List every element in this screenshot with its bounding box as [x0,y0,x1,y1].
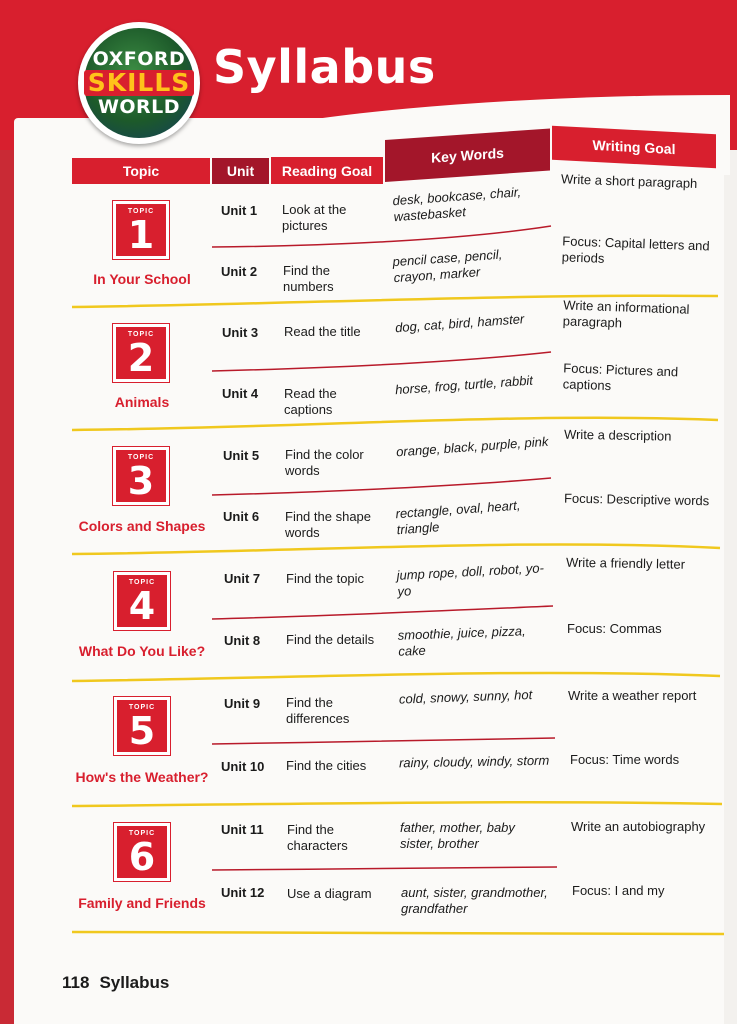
unit-2-label: Unit 2 [221,264,258,279]
unit-5-writing-goal: Write a description [563,426,672,444]
column-header-key-words: Key Words [385,128,550,182]
unit-4-key-words: horse, frog, turtle, rabbit [394,372,534,398]
unit-10-reading-goal: Find the cities [286,758,367,773]
topic-6-name: Family and Friends [78,895,206,911]
topic-badge-label: TOPIC [128,704,156,711]
unit-3-key-words: dog, cat, bird, hamster [394,311,525,336]
topic-badge-label: TOPIC [127,331,155,338]
unit-7-key-words: jump rope, doll, robot, yo-yo [396,560,545,599]
unit-8-key-words: smoothie, juice, pizza, cake [397,623,526,659]
unit-12-reading-goal: Use a diagram [287,886,372,901]
topic-number: 3 [127,459,155,503]
page-footer [62,973,179,993]
topic-3-badge [113,447,169,505]
unit-1-key-words: desk, bookcase, chair, wastebasket [392,184,522,225]
unit-11-writing-goal: Write an autobiography [571,819,706,834]
topic-number: 4 [128,584,156,628]
page-title: Syllabus [213,40,436,94]
unit-11-reading-goal: Find the characters [287,822,348,853]
column-header-writing-goal: Writing Goal [552,126,716,169]
topic-2-name: Animals [114,394,170,410]
unit-10-label: Unit 10 [221,759,265,774]
unit-8-label: Unit 8 [224,633,261,648]
unit-12-key-words: aunt, sister, grandmother, grandfather [401,885,548,916]
page-edge [0,0,14,1024]
unit-9-writing-goal: Write a weather report [568,688,697,703]
topic-badge-label: TOPIC [128,830,156,837]
column-header-reading-goal: Reading Goal [271,157,383,184]
topic-6-badge [114,823,170,881]
topic-1-badge [113,201,169,259]
column-header-unit: Unit [212,158,269,184]
unit-12-writing-goal: Focus: I and my [572,883,665,898]
unit-12-label: Unit 12 [221,885,265,900]
unit-11-label: Unit 11 [221,822,264,837]
logo-oxford: OXFORD [92,48,186,70]
topic-4-badge [114,572,170,630]
topic-2-badge [113,324,169,382]
unit-4-writing-goal: Focus: Pictures and captions [562,360,679,394]
topic-badge-label: TOPIC [127,454,155,461]
unit-5-reading-goal: Find the color words [285,447,364,478]
unit-4-reading-goal: Read the captions [284,386,337,417]
topic-badge-label: TOPIC [127,208,155,215]
unit-7-reading-goal: Find the topic [286,571,365,586]
topic-5-name: How's the Weather? [75,769,209,785]
topic-badge-label: TOPIC [128,579,156,586]
topic-4-name: What Do You Like? [78,643,206,659]
unit-1-reading-goal: Look at the pictures [282,202,347,233]
topic-1-name: In Your School [93,271,191,287]
unit-3-reading-goal: Read the title [284,324,361,339]
unit-7-writing-goal: Write a friendly letter [565,554,686,572]
unit-11-key-words: father, mother, baby sister, brother [400,820,515,851]
unit-5-key-words: orange, black, purple, pink [395,433,549,460]
logo-skills: SKILLS [84,70,195,96]
column-header-topic: Topic [72,158,210,184]
topic-3-name: Colors and Shapes [78,518,206,534]
unit-9-reading-goal: Find the differences [286,695,350,726]
unit-2-writing-goal: Focus: Capital letters and periods [561,233,710,266]
unit-1-writing-goal: Write a short paragraph [560,171,698,192]
unit-8-writing-goal: Focus: Commas [567,621,662,636]
page-number: 118 [62,973,90,992]
topic-5-badge [114,697,170,755]
unit-9-label: Unit 9 [224,696,261,711]
unit-4-label: Unit 4 [222,386,259,401]
unit-2-key-words: pencil case, pencil, crayon, marker [392,246,503,286]
unit-10-key-words: rainy, cloudy, windy, storm [398,752,550,771]
logo-world: WORLD [97,96,181,118]
unit-5-label: Unit 5 [223,448,260,463]
unit-7-label: Unit 7 [224,571,261,586]
unit-3-writing-goal: Write an informational paragraph [562,297,690,331]
unit-8-reading-goal: Find the details [286,632,375,647]
unit-9-key-words: cold, snowy, sunny, hot [398,686,533,707]
unit-6-writing-goal: Focus: Descriptive words [563,490,710,509]
topic-number: 6 [128,835,156,879]
topic-number: 1 [127,213,155,257]
topic-number: 5 [128,709,156,753]
unit-6-key-words: rectangle, oval, heart, triangle [395,497,521,538]
unit-3-label: Unit 3 [222,325,259,340]
unit-6-reading-goal: Find the shape words [285,509,372,540]
footer-label: Syllabus [99,973,170,992]
unit-2-reading-goal: Find the numbers [283,263,334,294]
topic-number: 2 [127,336,155,380]
unit-1-label: Unit 1 [221,203,258,218]
oxford-skills-world-logo [78,22,200,144]
unit-10-writing-goal: Focus: Time words [570,752,680,767]
unit-6-label: Unit 6 [223,509,260,524]
